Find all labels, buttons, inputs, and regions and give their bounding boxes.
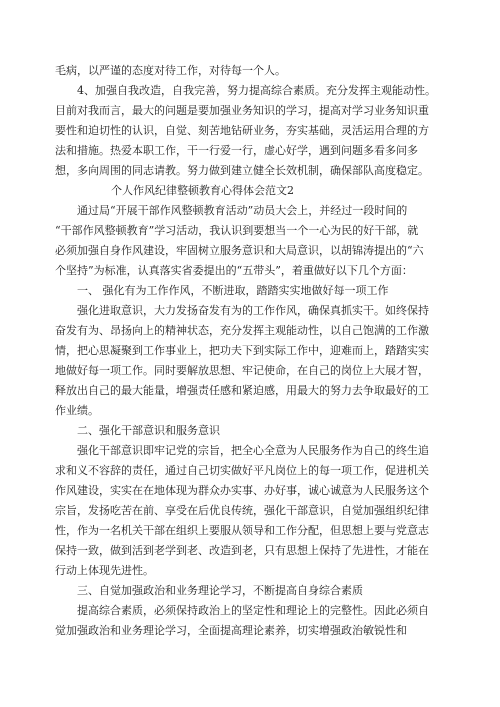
- text-line: 一、 强化有为工作作风，不断进取，踏踏实实地做好每一项工作: [77, 284, 389, 297]
- text-line: 二、强化干部意识和服务意识: [77, 424, 220, 437]
- section-title: 个人作风纪律整顿教育心得体会范文2: [111, 184, 294, 197]
- text-line: 目前对我而言，最大的问题是要加强业务知识的学习，提高对学习业务知识重: [55, 104, 429, 117]
- text-line: 三、自觉加强政治和业务理论学习，不断提高自身综合素质: [77, 584, 363, 597]
- text-line: 性，作为一名机关干部在组织上要服从领导和工作分配，但思想上要与党意志: [55, 524, 429, 537]
- text-line: 觉加强政治和业务理论学习，全面提高理论素养，切实增强政治敏锐性和: [55, 624, 407, 637]
- text-line: “干部作风整顿教育”学习活动，我认识到要想当一个一心为民的好干部，就: [55, 224, 419, 237]
- text-line: 强化进取意识，大力发扬奋发有为的工作作风，确保真抓实干。如终保持: [77, 304, 429, 317]
- text-line: 个坚持”为标准，认真落实省委提出的“五带头”，着重做好以下几个方面：: [55, 264, 413, 277]
- text-line: 提高综合素质，必须保持政治上的坚定性和理论上的完整性。因此必须自: [77, 604, 429, 617]
- document-body: [55, 61, 455, 641]
- text-line: 宗旨，发扬吃苦在前、享受在后优良传统，强化干部意识，自觉加强组织纪律: [55, 504, 429, 517]
- text-line: 作业绩。: [55, 404, 99, 417]
- text-line: 毛病，以严谨的态度对待工作，对待每一个人。: [55, 64, 286, 77]
- text-line: 强化干部意识即牢记党的宗旨，把全心全意为人民服务作为自己的终生追: [77, 444, 429, 457]
- text-line: 地做好每一项工作。同时要解放思想、牢记使命，在自己的岗位上大展才智，: [55, 364, 429, 377]
- text-line: 要性和迫切性的认识，自觉、刻苦地钻研业务，夯实基础，灵活运用合理的方: [55, 124, 429, 137]
- text-line: 4、加强自我改造，自我完善，努力提高综合素质。充分发挥主观能动性。: [77, 84, 436, 97]
- text-line: 想，多向周围的同志请教。努力做到建立健全长效机制，确保部队高度稳定。: [55, 164, 429, 177]
- text-line: 行动上体现先进性。: [55, 564, 154, 577]
- text-line: 法和措施。热爱本职工作，干一行爱一行，虚心好学，遇到问题多看多问多: [55, 144, 418, 157]
- text-line: 保持一致，做到活到老学到老、改造到老，只有思想上保持了先进性，才能在: [55, 544, 429, 557]
- text-line: 必须加强自身作风建设，牢固树立服务意识和大局意识，以胡锦涛提出的“六: [55, 244, 424, 257]
- text-line: 释放出自己的最大能量，增强责任感和紧迫感，用最大的努力去争取最好的工: [55, 384, 429, 397]
- text-line: 通过局“开展干部作风整顿教育活动”动员大会上，并经过一段时间的: [77, 204, 408, 217]
- text-line: 奋发有为、昂扬向上的精神状态，充分发挥主观能动性，以自己饱满的工作激: [55, 324, 429, 337]
- text-line: 情，把心思凝聚到工作事业上，把功夫下到实际工作中，迎难而上，踏踏实实: [55, 344, 429, 357]
- text-line: 求和义不容辞的责任，通过自己切实做好平凡岗位上的每一项工作，促进机关: [55, 464, 429, 477]
- text-line: 作风建设，实实在在地体现为群众办实事、办好事，诚心诚意为人民服务这个: [55, 484, 429, 497]
